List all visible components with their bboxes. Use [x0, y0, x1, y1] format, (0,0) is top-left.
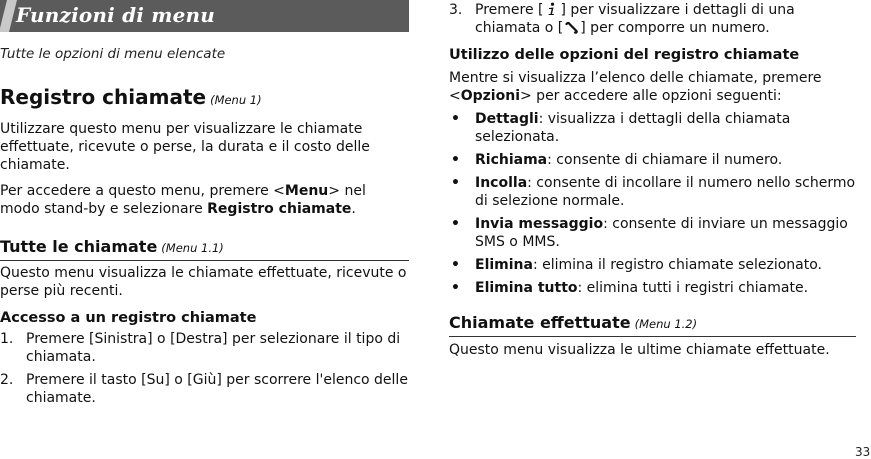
option-term: Invia messaggio [475, 216, 604, 232]
text-fragment: Per accedere a questo menu, premere < [0, 183, 285, 199]
step-number: 3. [449, 2, 463, 18]
list-item [449, 279, 856, 297]
list-item [449, 215, 856, 251]
option-desc: : visualizza i dettagli della chiamata selezionata. [475, 111, 791, 145]
options-list [449, 110, 856, 297]
bullet: • [451, 280, 460, 296]
text-fragment: Premere [ [475, 2, 544, 18]
option-desc: : elimina tutti i registri chiamate. [577, 280, 809, 296]
step-text: Premere il tasto [Su] o [Giù] per scorrere l'elenco delle chiamate. [26, 372, 408, 406]
tutte-description: Questo menu visualizza le chiamate effettuate, ricevute o perse più recenti. [0, 265, 407, 299]
bullet: • [451, 152, 460, 168]
registro-title: Registro chiamate [0, 85, 207, 109]
text-fragment: > nel modo stand-by e selezionare [0, 183, 366, 217]
list-item [0, 330, 409, 366]
option-term: Elimina tutto [475, 280, 578, 296]
step-text: Premere [Sinistra] o [Destra] per selezionare il tipo di chiamata. [26, 331, 401, 365]
effettuate-heading [449, 313, 856, 337]
list-item [449, 174, 856, 210]
registro-access-text [0, 182, 409, 218]
right-column [449, 0, 856, 359]
bullet: • [451, 111, 460, 127]
menu-key-label: Menu [284, 183, 329, 199]
registro-menu-ref: (Menu 1) [210, 93, 262, 107]
option-term: Dettagli [475, 111, 539, 127]
text-fragment: . [351, 201, 356, 217]
options-key-label: Opzioni [460, 88, 520, 104]
option-term: Richiama [475, 152, 548, 168]
option-desc: : consente di incollare il numero nello schermo di selezione normale. [475, 175, 856, 209]
access-steps-continued [449, 1, 856, 37]
bullet: • [451, 257, 460, 273]
effettuate-menu-ref: (Menu 1.2) [634, 317, 698, 331]
page-number: 33 [855, 445, 871, 459]
banner-title: Funzioni di menu [16, 3, 216, 27]
list-item [449, 151, 856, 169]
step-number: 1. [0, 331, 14, 347]
bullet: • [451, 175, 460, 191]
text-fragment: ] per comporre un numero. [580, 20, 770, 36]
registro-description: Utilizzare questo menu per visualizzare le chiamate effettuate, ricevute o perse, la durata e il costo delle chiamate. [0, 121, 370, 173]
banner-accent [0, 0, 17, 32]
option-desc: : consente di inviare un messaggio SMS o MMS. [475, 216, 848, 250]
access-label: Accesso a un registro chiamate [0, 310, 257, 326]
left-column [0, 0, 409, 407]
section-banner [0, 0, 409, 32]
option-desc: : elimina il registro chiamate selezionato. [532, 257, 823, 273]
text-fragment: > per accedere alle opzioni seguenti: [520, 88, 782, 104]
call-key-icon [565, 20, 578, 34]
options-intro [449, 69, 856, 105]
effettuate-description: Questo menu visualizza le ultime chiamate effettuate. [449, 342, 830, 358]
bullet: • [451, 216, 460, 232]
registro-menu-item: Registro chiamate [207, 201, 352, 217]
tutte-title: Tutte le chiamate [0, 237, 158, 256]
list-item [449, 110, 856, 146]
options-label: Utilizzo delle opzioni del registro chiamate [449, 47, 800, 63]
text-fragment: ] per visualizzare i dettagli di una chiamata o [ [475, 2, 795, 36]
option-term: Elimina [475, 257, 533, 273]
effettuate-title: Chiamate effettuate [449, 313, 631, 332]
info-key-icon [545, 2, 558, 16]
tutte-menu-ref: (Menu 1.1) [161, 241, 224, 255]
list-item [449, 256, 856, 274]
option-term: Incolla [475, 175, 528, 191]
section-subtitle: Tutte le opzioni di menu elencate [0, 46, 226, 62]
option-desc: : consente di chiamare il numero. [547, 152, 783, 168]
list-item [0, 371, 409, 407]
tutte-heading [0, 237, 409, 261]
text-fragment: Mentre si visualizza l’elenco delle chiamate, premere < [449, 70, 822, 104]
list-item [449, 1, 856, 37]
access-steps [0, 330, 409, 407]
registro-heading [0, 85, 409, 112]
step-number: 2. [0, 372, 14, 388]
